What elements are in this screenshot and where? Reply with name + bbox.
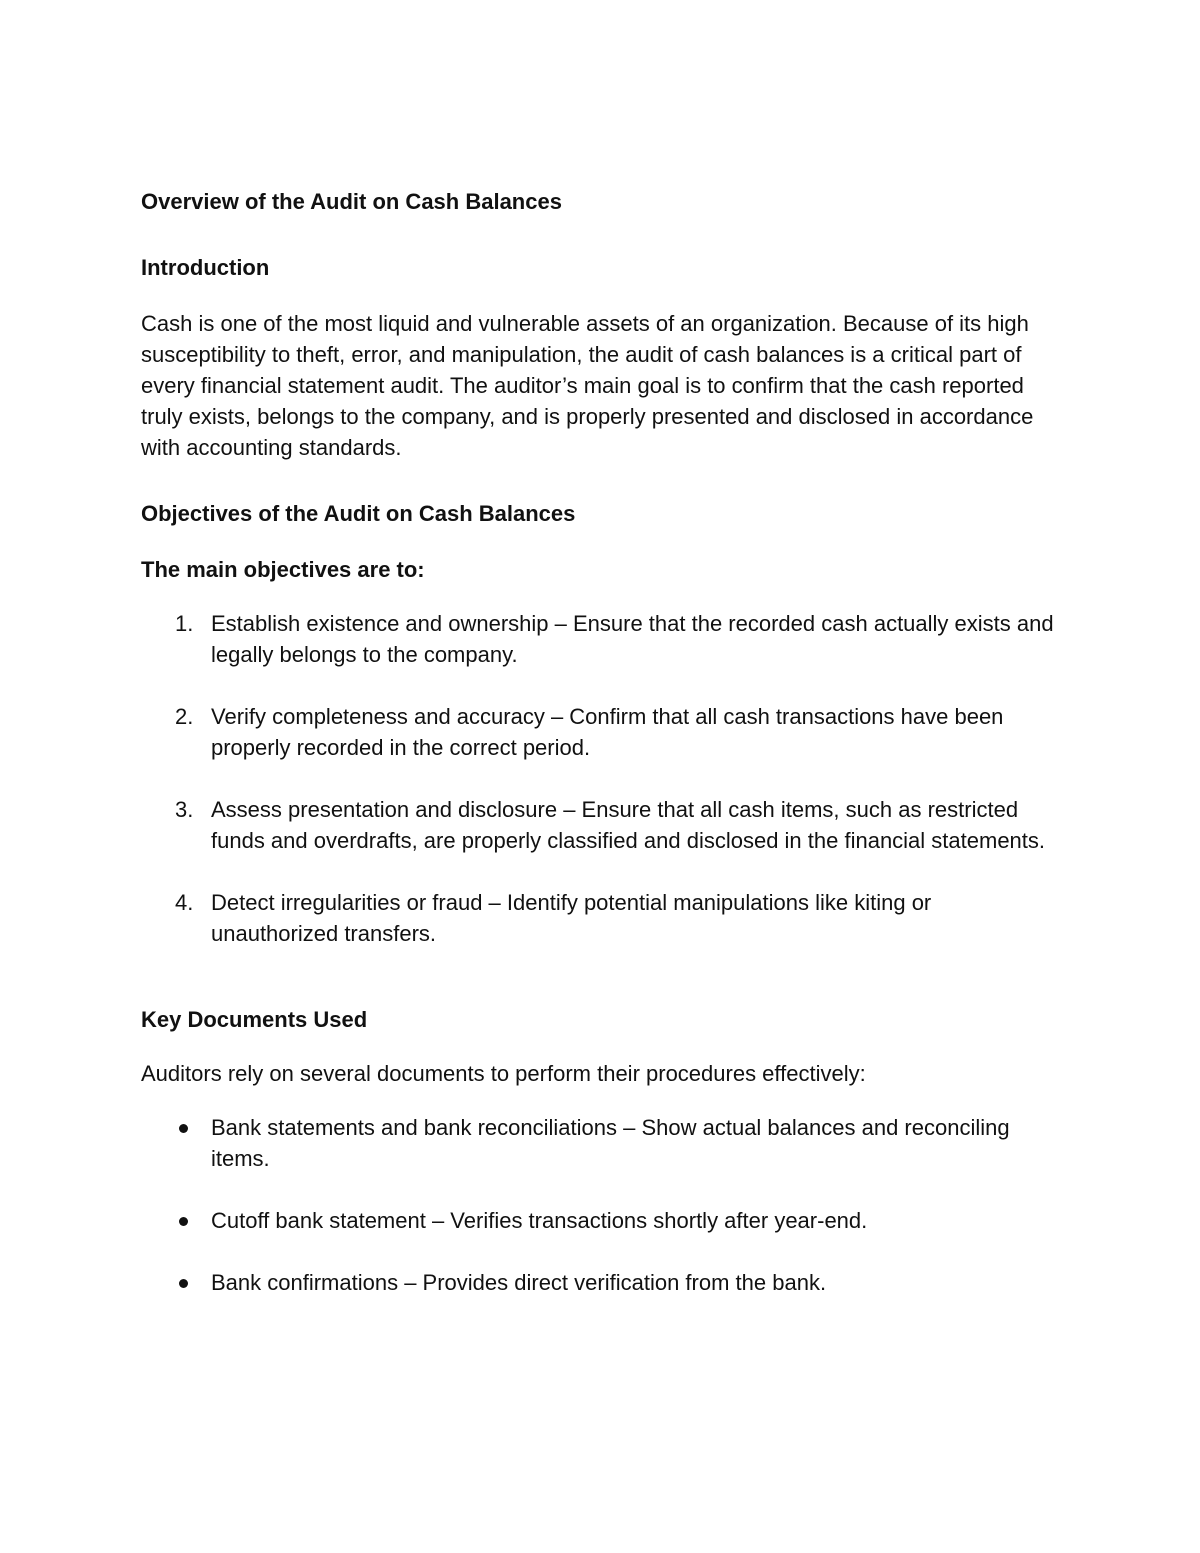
list-number: 2. (175, 704, 194, 729)
document-title: Overview of the Audit on Cash Balances (141, 189, 562, 214)
key-documents-lead: Auditors rely on several documents to perform their procedures effectively: (141, 1061, 866, 1086)
list-number: 1. (175, 611, 194, 636)
document-body (141, 186, 1061, 1329)
objective-text: Verify completeness and accuracy – Confirm that all cash transactions have been properly recorded in the correct period. (211, 704, 1004, 760)
document-item (141, 1267, 1061, 1298)
key-documents-list (141, 1112, 1061, 1298)
document-item (141, 1112, 1061, 1174)
objective-item (141, 887, 1061, 949)
objective-text: Detect irregularities or fraud – Identify potential manipulations like kiting or unauthorized transfers. (211, 890, 932, 946)
document-item-text: Bank statements and bank reconciliations – Show actual balances and reconciling items. (211, 1115, 1010, 1171)
list-number: 3. (175, 797, 194, 822)
key-documents-heading: Key Documents Used (141, 1007, 368, 1032)
document-item-text: Bank confirmations – Provides direct verification from the bank. (211, 1270, 827, 1295)
objective-item (141, 701, 1061, 763)
bullet-icon (179, 1279, 188, 1288)
objective-item (141, 608, 1061, 670)
introduction-paragraph: Cash is one of the most liquid and vulnerable assets of an organization. Because of its high susceptibility to theft, error, and manipulation, the audit of cash balances is a critical part of every financial statement audit. The auditor’s main goal is to confirm that the cash reported truly exists, belongs to the company, and is properly presented and disclosed in accordance with accounting standards. (141, 311, 1034, 460)
objectives-heading: Objectives of the Audit on Cash Balances (141, 501, 576, 526)
objectives-lead: The main objectives are to: (141, 557, 425, 582)
objective-text: Establish existence and ownership – Ensure that the recorded cash actually exists and legally belongs to the company. (211, 611, 1054, 667)
document-item-text: Cutoff bank statement – Verifies transactions shortly after year-end. (211, 1208, 868, 1233)
list-number: 4. (175, 890, 194, 915)
bullet-icon (179, 1217, 188, 1226)
objectives-list (141, 608, 1061, 949)
document-item (141, 1205, 1061, 1236)
objective-text: Assess presentation and disclosure – Ensure that all cash items, such as restricted funds and overdrafts, are properly classified and disclosed in the financial statements. (211, 797, 1046, 853)
objective-item (141, 794, 1061, 856)
bullet-icon (179, 1124, 188, 1133)
introduction-heading: Introduction (141, 255, 270, 280)
